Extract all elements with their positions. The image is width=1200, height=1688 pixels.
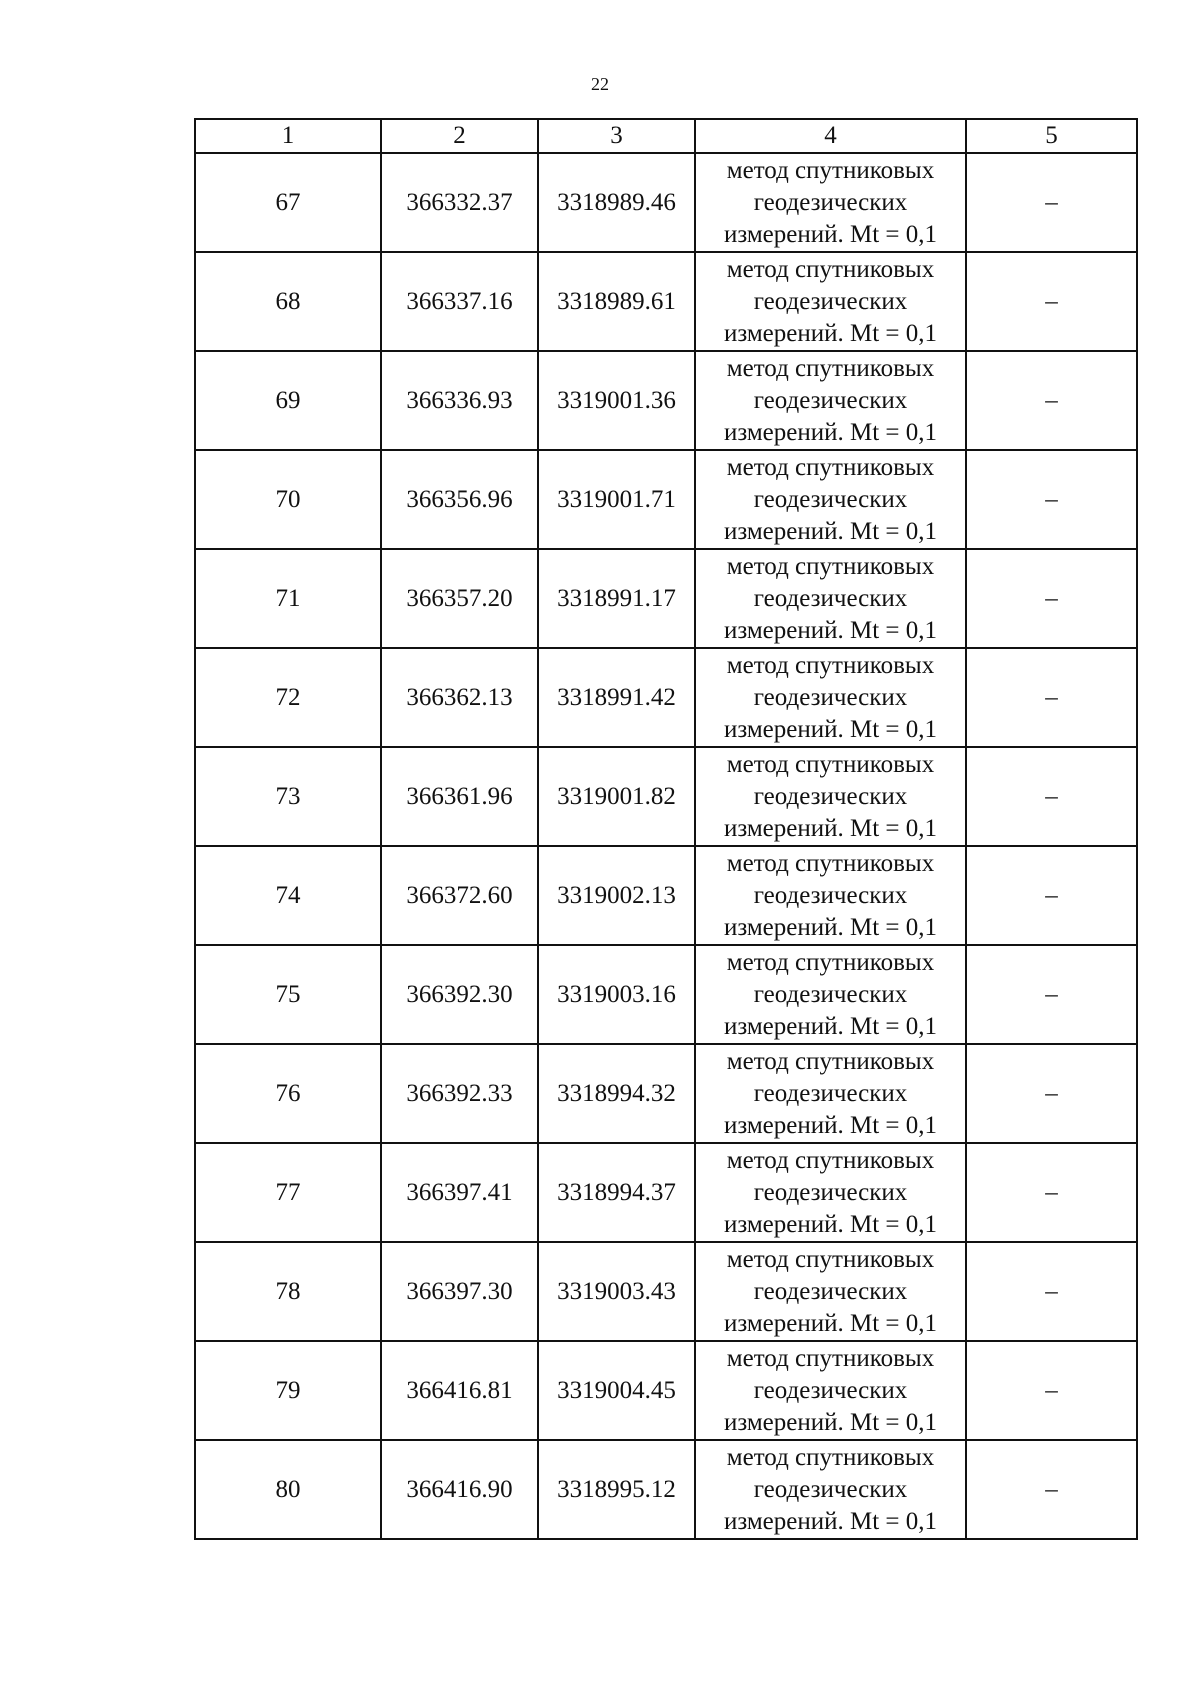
x-coordinate-cell: 366397.30 <box>381 1242 538 1341</box>
table-row <box>195 1440 1137 1539</box>
method-cell: метод спутниковых геодезических измерений. Mt = 0,1 <box>695 1143 966 1242</box>
x-coordinate-cell: 366332.37 <box>381 153 538 252</box>
table-row <box>195 450 1137 549</box>
note-cell: – <box>966 1440 1137 1539</box>
method-cell: метод спутниковых геодезических измерений. Mt = 0,1 <box>695 747 966 846</box>
y-coordinate-cell: 3319002.13 <box>538 846 695 945</box>
y-coordinate-cell: 3318991.42 <box>538 648 695 747</box>
x-coordinate-cell: 366416.90 <box>381 1440 538 1539</box>
table-row <box>195 747 1137 846</box>
point-number-cell: 75 <box>195 945 381 1044</box>
note-cell: – <box>966 252 1137 351</box>
method-cell: метод спутниковых геодезических измерений. Mt = 0,1 <box>695 450 966 549</box>
page-number: 22 <box>591 74 609 94</box>
y-coordinate-cell: 3318989.61 <box>538 252 695 351</box>
method-cell: метод спутниковых геодезических измерений. Mt = 0,1 <box>695 648 966 747</box>
note-cell: – <box>966 1143 1137 1242</box>
table-body <box>195 153 1137 1539</box>
point-number-cell: 70 <box>195 450 381 549</box>
header-row <box>195 119 1137 153</box>
point-number-cell: 68 <box>195 252 381 351</box>
column-header-5: 5 <box>966 119 1137 153</box>
method-cell: метод спутниковых геодезических измерений. Mt = 0,1 <box>695 1341 966 1440</box>
table-row <box>195 351 1137 450</box>
y-coordinate-cell: 3319001.82 <box>538 747 695 846</box>
y-coordinate-cell: 3318989.46 <box>538 153 695 252</box>
x-coordinate-cell: 366361.96 <box>381 747 538 846</box>
method-cell: метод спутниковых геодезических измерений. Mt = 0,1 <box>695 351 966 450</box>
y-coordinate-cell: 3318994.32 <box>538 1044 695 1143</box>
table-row <box>195 945 1137 1044</box>
table-row <box>195 252 1137 351</box>
table-row <box>195 1242 1137 1341</box>
method-cell: метод спутниковых геодезических измерений. Mt = 0,1 <box>695 945 966 1044</box>
table-row <box>195 549 1137 648</box>
method-cell: метод спутниковых геодезических измерений. Mt = 0,1 <box>695 153 966 252</box>
column-header-3: 3 <box>538 119 695 153</box>
method-cell: метод спутниковых геодезических измерений. Mt = 0,1 <box>695 549 966 648</box>
note-cell: – <box>966 648 1137 747</box>
x-coordinate-cell: 366392.30 <box>381 945 538 1044</box>
point-number-cell: 79 <box>195 1341 381 1440</box>
point-number-cell: 78 <box>195 1242 381 1341</box>
table-row <box>195 153 1137 252</box>
method-cell: метод спутниковых геодезических измерений. Mt = 0,1 <box>695 1044 966 1143</box>
note-cell: – <box>966 747 1137 846</box>
table-row <box>195 1143 1137 1242</box>
note-cell: – <box>966 450 1137 549</box>
note-cell: – <box>966 351 1137 450</box>
method-cell: метод спутниковых геодезических измерений. Mt = 0,1 <box>695 846 966 945</box>
method-cell: метод спутниковых геодезических измерений. Mt = 0,1 <box>695 1242 966 1341</box>
table-row <box>195 1341 1137 1440</box>
point-number-cell: 76 <box>195 1044 381 1143</box>
table-row <box>195 846 1137 945</box>
note-cell: – <box>966 549 1137 648</box>
x-coordinate-cell: 366357.20 <box>381 549 538 648</box>
note-cell: – <box>966 1341 1137 1440</box>
point-number-cell: 71 <box>195 549 381 648</box>
y-coordinate-cell: 3319001.71 <box>538 450 695 549</box>
point-number-cell: 73 <box>195 747 381 846</box>
table-row <box>195 1044 1137 1143</box>
method-cell: метод спутниковых геодезических измерений. Mt = 0,1 <box>695 252 966 351</box>
note-cell: – <box>966 1242 1137 1341</box>
x-coordinate-cell: 366372.60 <box>381 846 538 945</box>
x-coordinate-cell: 366336.93 <box>381 351 538 450</box>
point-number-cell: 72 <box>195 648 381 747</box>
point-number-cell: 74 <box>195 846 381 945</box>
y-coordinate-cell: 3319003.43 <box>538 1242 695 1341</box>
point-number-cell: 67 <box>195 153 381 252</box>
x-coordinate-cell: 366362.13 <box>381 648 538 747</box>
note-cell: – <box>966 846 1137 945</box>
coordinates-table <box>194 118 1138 1540</box>
y-coordinate-cell: 3319001.36 <box>538 351 695 450</box>
x-coordinate-cell: 366356.96 <box>381 450 538 549</box>
note-cell: – <box>966 153 1137 252</box>
column-header-1: 1 <box>195 119 381 153</box>
column-header-4: 4 <box>695 119 966 153</box>
column-header-2: 2 <box>381 119 538 153</box>
point-number-cell: 80 <box>195 1440 381 1539</box>
y-coordinate-cell: 3318995.12 <box>538 1440 695 1539</box>
point-number-cell: 69 <box>195 351 381 450</box>
x-coordinate-cell: 366337.16 <box>381 252 538 351</box>
y-coordinate-cell: 3318994.37 <box>538 1143 695 1242</box>
table-row <box>195 648 1137 747</box>
y-coordinate-cell: 3319004.45 <box>538 1341 695 1440</box>
x-coordinate-cell: 366397.41 <box>381 1143 538 1242</box>
x-coordinate-cell: 366416.81 <box>381 1341 538 1440</box>
note-cell: – <box>966 945 1137 1044</box>
y-coordinate-cell: 3318991.17 <box>538 549 695 648</box>
method-cell: метод спутниковых геодезических измерений. Mt = 0,1 <box>695 1440 966 1539</box>
note-cell: – <box>966 1044 1137 1143</box>
table-header <box>195 119 1137 153</box>
point-number-cell: 77 <box>195 1143 381 1242</box>
y-coordinate-cell: 3319003.16 <box>538 945 695 1044</box>
x-coordinate-cell: 366392.33 <box>381 1044 538 1143</box>
